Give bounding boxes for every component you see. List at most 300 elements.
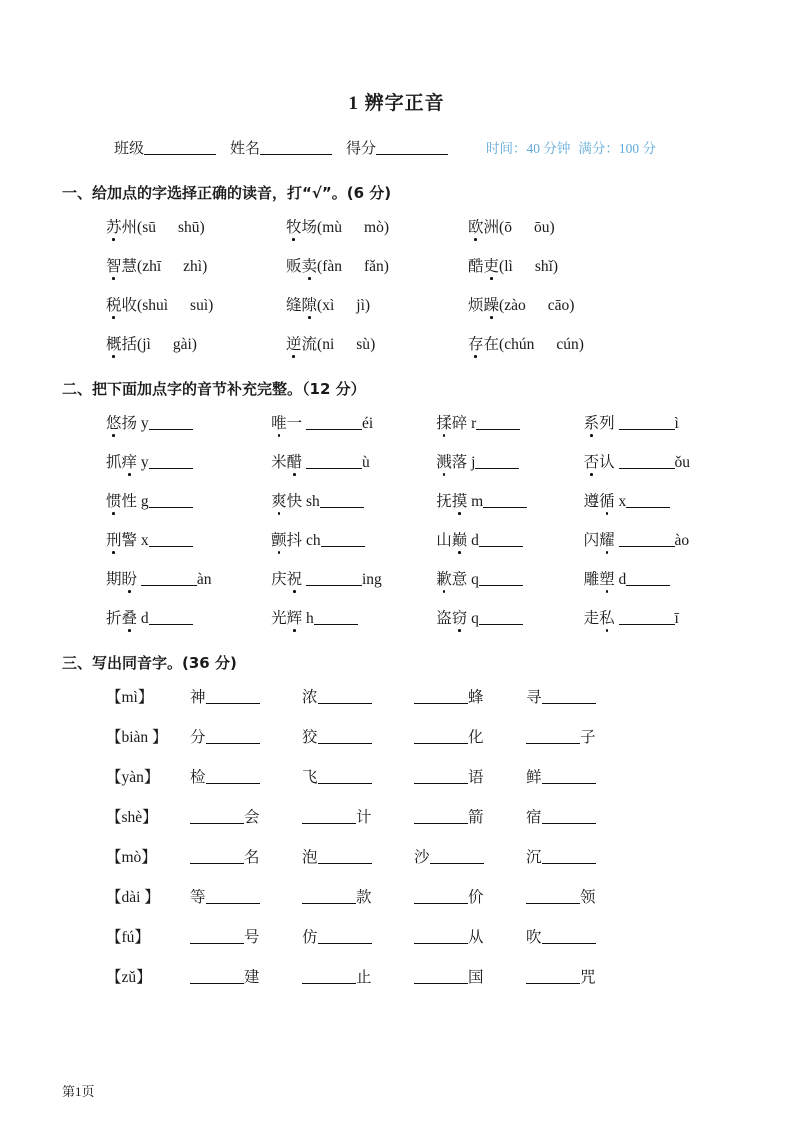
word-char: 烦 [468, 297, 484, 314]
pinyin-option-1[interactable]: jì [142, 336, 151, 353]
pinyin-option-2[interactable]: gài [172, 336, 192, 353]
answer-blank[interactable] [619, 468, 675, 469]
syllable-completion-item[interactable] [436, 606, 583, 628]
word-char: 流 [301, 336, 318, 353]
syllable-completion-item[interactable] [106, 606, 271, 628]
context-char: 箭 [468, 809, 484, 826]
answer-blank[interactable] [430, 863, 484, 864]
context-char: 鲜 [526, 769, 542, 786]
word-char: 列 [599, 415, 615, 432]
answer-blank[interactable] [149, 468, 193, 469]
context-char: 子 [580, 729, 596, 746]
paren-close: ) [370, 336, 376, 353]
context-char: 泡 [302, 849, 318, 866]
pronunciation-choice-item[interactable] [106, 293, 286, 315]
homophone-item[interactable] [302, 885, 414, 907]
pinyin-option-1[interactable]: xì [322, 297, 335, 314]
syllable-completion-row [106, 489, 731, 511]
pronunciation-choice-item[interactable] [468, 293, 668, 315]
word-char: 抓 [106, 454, 122, 471]
word-char: 碎 [451, 415, 468, 432]
syllable-completion-item[interactable] [436, 450, 583, 472]
score-field[interactable] [346, 137, 448, 158]
syllable-completion-item[interactable] [271, 606, 436, 628]
syllable-completion-item[interactable] [106, 411, 271, 433]
syllable-completion-item[interactable] [584, 411, 731, 433]
context-char: 化 [468, 729, 484, 746]
word-char: 痒 [122, 450, 138, 472]
paren-open: ( [499, 297, 505, 314]
homophone-item[interactable] [526, 685, 638, 707]
syllable-completion-item[interactable] [436, 528, 583, 550]
answer-blank[interactable] [190, 823, 244, 824]
word-char: 期 [106, 571, 122, 588]
pronunciation-choice-row [106, 215, 731, 237]
answer-blank[interactable] [542, 783, 596, 784]
pinyin-prefix: q [471, 610, 479, 627]
pinyin-option-1[interactable]: shuì [142, 297, 169, 314]
pinyin-prefix: ch [306, 532, 321, 549]
homophone-item[interactable] [414, 685, 526, 707]
homophone-item[interactable] [414, 885, 526, 907]
context-char: 国 [468, 969, 484, 986]
score-label: 得分 [346, 141, 377, 157]
answer-blank[interactable] [318, 943, 372, 944]
pinyin-option-1[interactable]: zào [504, 297, 526, 314]
word-char: 叠 [122, 606, 138, 628]
paren-open: ( [499, 258, 505, 275]
context-char: 语 [468, 769, 484, 786]
answer-blank[interactable] [626, 585, 670, 586]
homophone-pinyin-key: 【mì】 [106, 689, 154, 706]
answer-blank[interactable] [619, 546, 675, 547]
answer-blank[interactable] [414, 783, 468, 784]
answer-blank[interactable] [542, 943, 596, 944]
answer-blank[interactable] [206, 783, 260, 784]
section-2-heading: 二、把下面加点字的音节补充完整。（12 分） [62, 380, 366, 398]
context-char: 号 [244, 929, 260, 946]
answer-blank[interactable] [302, 823, 356, 824]
pronunciation-choice-item[interactable] [286, 215, 468, 237]
homophone-item[interactable] [526, 805, 638, 827]
context-char: 价 [468, 889, 484, 906]
word-char: 盼 [122, 567, 138, 589]
answer-blank[interactable] [206, 703, 260, 704]
word-char: 爽 [271, 489, 287, 511]
pinyin-option-2[interactable]: shū [178, 219, 200, 236]
syllable-completion-item[interactable] [106, 489, 271, 511]
context-char: 会 [244, 809, 260, 826]
context-char: 计 [356, 809, 372, 826]
answer-blank[interactable] [526, 983, 580, 984]
syllable-completion-item[interactable] [106, 528, 271, 550]
word-char: 在 [483, 336, 500, 353]
homophone-item[interactable] [190, 725, 302, 747]
answer-blank[interactable] [414, 823, 468, 824]
syllable-completion-item[interactable] [584, 450, 731, 472]
name-blank[interactable] [260, 154, 332, 155]
homophone-pinyin-key: 【dài 】 [106, 889, 160, 906]
class-label: 班级 [114, 141, 145, 157]
homophone-item[interactable] [414, 765, 526, 787]
answer-blank[interactable] [306, 429, 362, 430]
answer-blank[interactable] [414, 703, 468, 704]
homophone-item[interactable] [302, 965, 414, 987]
answer-blank[interactable] [526, 743, 580, 744]
context-char: 浓 [302, 689, 318, 706]
answer-blank[interactable] [302, 903, 356, 904]
total-score: 满分：100 分 [578, 141, 657, 156]
context-char: 寻 [526, 689, 542, 706]
answer-blank[interactable] [414, 983, 468, 984]
homophone-row [106, 885, 731, 907]
homophone-row [106, 725, 731, 747]
word-char: 刑 [106, 528, 122, 550]
pinyin-prefix: g [140, 493, 149, 510]
pinyin-prefix: x [618, 493, 627, 510]
word-char: 隙 [302, 293, 318, 315]
pinyin-option-2[interactable]: fǎn [364, 258, 384, 275]
pinyin-suffix: ù [362, 454, 370, 471]
word-char: 系 [584, 411, 600, 433]
word-char: 警 [121, 532, 138, 549]
pinyin-prefix: d [618, 571, 627, 588]
exam-meta [486, 137, 656, 157]
context-char: 从 [468, 929, 484, 946]
word-char: 抖 [286, 532, 303, 549]
pinyin-option-2[interactable]: suì [190, 297, 209, 314]
syllable-completion-item[interactable] [106, 567, 271, 589]
syllable-completion-item[interactable] [106, 450, 271, 472]
homophone-item[interactable] [526, 765, 638, 787]
pronunciation-choice-item[interactable] [286, 332, 468, 354]
answer-blank[interactable] [542, 823, 596, 824]
section-3 [62, 652, 731, 987]
homophone-item[interactable] [190, 885, 302, 907]
answer-blank[interactable] [475, 468, 519, 469]
context-char: 飞 [302, 769, 318, 786]
homophone-item[interactable] [414, 805, 526, 827]
word-char: 惯 [106, 489, 122, 511]
word-char: 唯 [271, 411, 287, 433]
answer-blank[interactable] [479, 624, 523, 625]
answer-blank[interactable] [321, 546, 365, 547]
context-char: 款 [356, 889, 372, 906]
pinyin-prefix: r [471, 415, 477, 432]
word-char: 落 [451, 454, 468, 471]
pinyin-option-1[interactable]: sū [142, 219, 156, 236]
pronunciation-choice-item[interactable] [106, 332, 286, 354]
homophone-item[interactable] [302, 925, 414, 947]
word-char: 认 [599, 454, 615, 471]
pinyin-prefix: sh [306, 493, 320, 510]
syllable-completion-item[interactable] [584, 528, 731, 550]
homophone-pinyin-key: 【zǔ】 [106, 969, 152, 986]
syllable-completion-item[interactable] [436, 489, 583, 511]
answer-blank[interactable] [206, 903, 260, 904]
pinyin-option-2[interactable]: cāo [547, 297, 570, 314]
answer-blank[interactable] [306, 585, 362, 586]
word-char: 庆 [271, 571, 287, 588]
word-char: 括 [121, 336, 138, 353]
answer-blank[interactable] [318, 743, 372, 744]
syllable-completion-item[interactable] [584, 606, 731, 628]
context-char: 咒 [580, 969, 596, 986]
context-char: 宿 [526, 809, 542, 826]
page-title: 1 辨字正音 [348, 93, 445, 114]
paren-close: ) [191, 336, 197, 353]
homophone-item[interactable] [302, 685, 414, 707]
word-char: 山 [436, 532, 452, 549]
syllable-completion-row [106, 606, 731, 628]
answer-blank[interactable] [302, 983, 356, 984]
homophone-item[interactable] [526, 845, 638, 867]
answer-blank[interactable] [318, 783, 372, 784]
page-footer: 第1页 [62, 1084, 95, 1099]
answer-blank[interactable] [526, 903, 580, 904]
syllable-completion-item[interactable] [271, 450, 436, 472]
section-1-rows [62, 215, 731, 354]
answer-blank[interactable] [149, 624, 193, 625]
word-char: 酷 [468, 258, 484, 275]
score-blank[interactable] [376, 154, 448, 155]
context-char: 止 [356, 969, 372, 986]
syllable-completion-item[interactable] [584, 567, 731, 589]
pinyin-option-2[interactable]: cún [556, 336, 579, 353]
answer-blank[interactable] [483, 507, 527, 508]
homophone-item[interactable] [526, 925, 638, 947]
pronunciation-choice-item[interactable] [468, 254, 668, 276]
pinyin-suffix: ing [362, 571, 382, 588]
pinyin-prefix: m [471, 493, 484, 510]
answer-blank[interactable] [414, 943, 468, 944]
word-char: 智 [106, 254, 122, 276]
pinyin-option-1[interactable]: lì [504, 258, 513, 275]
context-char: 检 [190, 769, 206, 786]
word-char: 歉 [436, 567, 452, 589]
syllable-completion-item[interactable] [584, 489, 731, 511]
pronunciation-choice-row [106, 254, 731, 276]
pinyin-suffix: ī [674, 610, 679, 627]
homophone-item[interactable] [190, 805, 302, 827]
answer-blank[interactable] [149, 546, 193, 547]
word-char: 折 [106, 610, 122, 627]
pinyin-option-1[interactable]: mù [322, 219, 343, 236]
answer-blank[interactable] [479, 585, 523, 586]
word-char: 吏 [484, 254, 500, 276]
word-char: 醋 [287, 450, 303, 472]
homophone-item[interactable] [302, 765, 414, 787]
answer-blank[interactable] [149, 507, 193, 508]
homophone-item[interactable] [302, 845, 414, 867]
answer-blank[interactable] [414, 903, 468, 904]
word-char: 意 [451, 571, 468, 588]
answer-blank[interactable] [149, 429, 193, 430]
homophone-row [106, 845, 731, 867]
paren-close: ) [552, 258, 559, 275]
context-char: 建 [244, 969, 260, 986]
pinyin-option-1[interactable]: zhī [142, 258, 162, 275]
homophone-pinyin-key: 【biàn 】 [106, 729, 168, 746]
pronunciation-choice-item[interactable] [286, 254, 468, 276]
homophone-cells [190, 925, 731, 947]
pronunciation-choice-item[interactable] [468, 215, 668, 237]
paren-close: ) [364, 297, 371, 314]
answer-blank[interactable] [206, 743, 260, 744]
answer-blank[interactable] [318, 703, 372, 704]
pinyin-prefix: d [140, 610, 149, 627]
pronunciation-choice-item[interactable] [468, 332, 668, 354]
paren-open: ( [137, 219, 143, 236]
word-char: 抚 [436, 493, 452, 510]
pinyin-option-1[interactable]: ō [504, 219, 512, 236]
homophone-cells [190, 685, 731, 707]
word-char: 躁 [484, 293, 500, 315]
homophone-row [106, 805, 731, 827]
word-char: 盗 [436, 610, 452, 627]
word-char: 雕 [583, 571, 600, 588]
time-limit: 时间：40 分钟 [486, 141, 571, 156]
word-char: 一 [286, 415, 303, 432]
word-char: 税 [106, 293, 122, 315]
word-char: 牧 [286, 215, 302, 237]
paren-open: ( [499, 219, 505, 236]
pinyin-suffix: ì [674, 415, 679, 432]
pinyin-option-2[interactable]: shǐ [534, 258, 553, 275]
class-blank[interactable] [144, 154, 216, 155]
pinyin-suffix: éi [362, 415, 374, 432]
answer-blank[interactable] [626, 507, 670, 508]
answer-blank[interactable] [306, 468, 362, 469]
paren-close: ) [202, 258, 208, 275]
context-char: 沉 [526, 849, 542, 866]
context-char: 蜂 [468, 689, 484, 706]
word-char: 米 [271, 454, 287, 471]
answer-blank[interactable] [190, 943, 244, 944]
pinyin-option-2[interactable]: mò [364, 219, 384, 236]
context-char: 分 [190, 729, 206, 746]
syllable-completion-row [106, 411, 731, 433]
homophone-item[interactable] [526, 725, 638, 747]
pinyin-prefix: d [471, 532, 479, 549]
homophone-item[interactable] [190, 765, 302, 787]
context-char: 沙 [414, 849, 430, 866]
syllable-completion-item[interactable] [271, 411, 436, 433]
homophone-item[interactable] [190, 685, 302, 707]
pinyin-option-2[interactable]: jì [356, 297, 365, 314]
answer-blank[interactable] [619, 624, 675, 625]
context-char: 等 [190, 889, 206, 906]
word-char: 卖 [302, 254, 318, 276]
pinyin-prefix: q [471, 571, 479, 588]
word-char: 塑 [599, 567, 615, 589]
name-label: 姓名 [230, 141, 261, 157]
homophone-cells [190, 725, 731, 747]
context-char: 狡 [302, 729, 318, 746]
homophone-item[interactable] [190, 965, 302, 987]
syllable-completion-item[interactable] [271, 489, 436, 511]
paren-close: ) [549, 219, 555, 236]
homophone-cells [190, 765, 731, 787]
answer-blank[interactable] [190, 863, 244, 864]
syllable-completion-row [106, 567, 731, 589]
pinyin-prefix: x [140, 532, 149, 549]
pronunciation-choice-item[interactable] [106, 254, 286, 276]
homophone-item[interactable] [302, 805, 414, 827]
homophone-item[interactable] [190, 845, 302, 867]
context-char: 领 [580, 889, 596, 906]
answer-blank[interactable] [141, 585, 197, 586]
answer-blank[interactable] [314, 624, 358, 625]
syllable-completion-row [106, 528, 731, 550]
pinyin-option-1[interactable]: fàn [322, 258, 342, 275]
pronunciation-choice-item[interactable] [286, 293, 468, 315]
paren-open: ( [137, 258, 143, 275]
homophone-item[interactable] [526, 965, 638, 987]
name-field[interactable] [230, 137, 332, 158]
context-char: 神 [190, 689, 206, 706]
word-char: 否 [584, 450, 600, 472]
pinyin-option-1[interactable]: ni [322, 336, 335, 353]
pinyin-option-2[interactable]: zhì [183, 258, 203, 275]
homophone-row [106, 765, 731, 787]
answer-blank[interactable] [542, 863, 596, 864]
homophone-item[interactable] [414, 725, 526, 747]
answer-blank[interactable] [414, 743, 468, 744]
pinyin-option-1[interactable]: chún [504, 336, 535, 353]
pronunciation-choice-row [106, 293, 731, 315]
pinyin-option-2[interactable]: ōu [533, 219, 550, 236]
answer-blank[interactable] [190, 983, 244, 984]
context-char: 吹 [526, 929, 542, 946]
syllable-completion-item[interactable] [271, 567, 436, 589]
word-char: 州 [121, 219, 138, 236]
syllable-completion-item[interactable] [436, 567, 583, 589]
answer-blank[interactable] [476, 429, 520, 430]
section-3-rows [62, 685, 731, 987]
homophone-item[interactable] [526, 885, 638, 907]
syllable-completion-row [106, 450, 731, 472]
answer-blank[interactable] [542, 703, 596, 704]
pinyin-prefix: y [140, 454, 149, 471]
answer-blank[interactable] [318, 863, 372, 864]
homophone-item[interactable] [414, 845, 526, 867]
homophone-pinyin-key: 【fú】 [106, 929, 150, 946]
syllable-completion-item[interactable] [436, 411, 583, 433]
pinyin-option-2[interactable]: sù [356, 336, 371, 353]
word-char: 闪 [583, 532, 600, 549]
homophone-pinyin-key: 【mò】 [106, 849, 157, 866]
pronunciation-choice-item[interactable] [106, 215, 286, 237]
paren-open: ( [317, 219, 323, 236]
homophone-item[interactable] [414, 965, 526, 987]
pinyin-prefix: h [306, 610, 314, 627]
word-char: 摸 [452, 489, 468, 511]
homophone-item[interactable] [190, 925, 302, 947]
class-field[interactable] [114, 137, 216, 158]
answer-blank[interactable] [320, 507, 364, 508]
student-info-line [62, 137, 731, 158]
syllable-completion-item[interactable] [271, 528, 436, 550]
homophone-item[interactable] [414, 925, 526, 947]
answer-blank[interactable] [619, 429, 675, 430]
word-char: 贩 [286, 258, 302, 275]
answer-blank[interactable] [479, 546, 523, 547]
homophone-item[interactable] [302, 725, 414, 747]
word-char: 循 [599, 489, 615, 511]
word-char: 走 [583, 610, 600, 627]
pinyin-suffix: àn [196, 571, 212, 588]
